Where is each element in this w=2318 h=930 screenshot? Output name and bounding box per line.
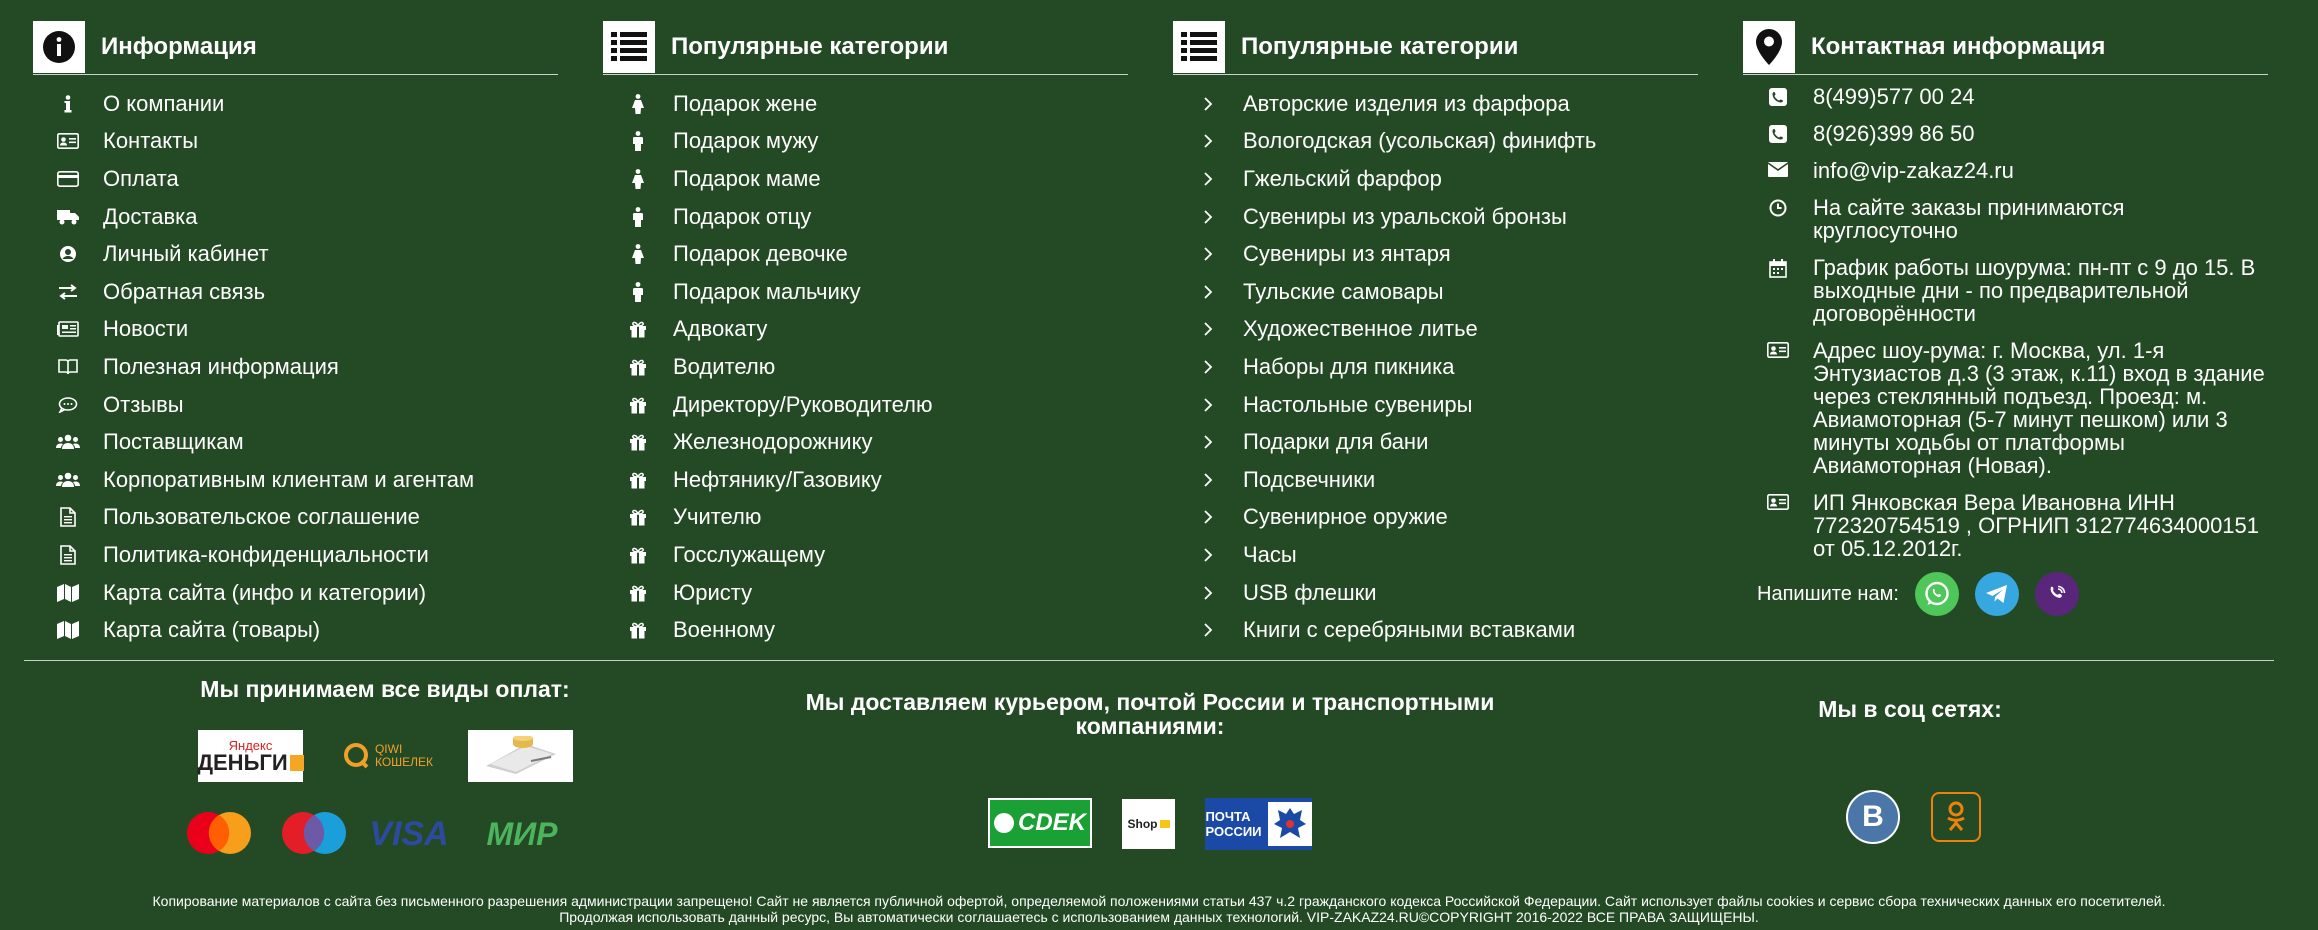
payments-title: Мы принимаем все виды оплат: bbox=[200, 676, 570, 702]
popular-category-item-label: Адвокату bbox=[673, 316, 768, 342]
contact-address bbox=[1743, 339, 2268, 477]
chevron-right-icon bbox=[1173, 510, 1243, 524]
chevron-right-icon bbox=[1173, 97, 1243, 111]
craft-category-item-label: Настольные сувениры bbox=[1243, 391, 1473, 417]
clock-icon bbox=[1743, 196, 1813, 217]
bank-card-icon bbox=[476, 736, 566, 776]
popular-category-item[interactable] bbox=[603, 85, 1128, 123]
contacts-list bbox=[1743, 85, 2268, 560]
craft-category-item-label: Гжельский фарфор bbox=[1243, 165, 1442, 191]
gift-icon bbox=[603, 546, 673, 564]
email-text: info@vip-zakaz24.ru bbox=[1813, 158, 2014, 183]
map-marker-icon bbox=[1743, 21, 1795, 73]
bank-payment-logo bbox=[468, 730, 573, 782]
chevron-right-icon bbox=[1173, 398, 1243, 412]
craft-category-item[interactable] bbox=[1173, 235, 1698, 273]
chevron-right-icon bbox=[1173, 322, 1243, 336]
popular-category-item[interactable] bbox=[603, 198, 1128, 236]
contact-legal bbox=[1743, 491, 2268, 560]
popular-category-item[interactable] bbox=[603, 160, 1128, 198]
id-card-icon bbox=[1743, 339, 1813, 358]
info-link-item[interactable] bbox=[33, 611, 558, 649]
info-link-item[interactable] bbox=[33, 461, 558, 499]
chevron-right-icon bbox=[1173, 172, 1243, 186]
map-icon bbox=[33, 621, 103, 639]
info-link-item[interactable] bbox=[33, 198, 558, 236]
craft-category-item-label: Подсвечники bbox=[1243, 466, 1376, 492]
vk-link[interactable] bbox=[1846, 790, 1900, 844]
write-to-us bbox=[1757, 572, 2268, 616]
popular-category-item[interactable] bbox=[603, 461, 1128, 499]
popular-category-item[interactable] bbox=[603, 235, 1128, 273]
popular-categories-column-2 bbox=[1173, 20, 1698, 649]
users-icon bbox=[33, 434, 103, 450]
address-text: Адрес шоу-рума: г. Москва, ул. 1-я Энтузиастов д.3 (3 этаж, к.11) вход в здание через стеклянный подъезд. Проезд: м. Авиамоторная (5-7 минут пешком) или 3 минуты ходьбы от платформы Авиамоторная (Новая). bbox=[1813, 338, 2265, 478]
popular-category-item-label: Водителю bbox=[673, 353, 776, 379]
info-link-item[interactable] bbox=[33, 386, 558, 424]
info-link-item-label: Пользовательское соглашение bbox=[103, 504, 420, 530]
cdek-logo: CDEK bbox=[988, 798, 1092, 848]
popular-category-item[interactable] bbox=[603, 386, 1128, 424]
yandex-money-logo: Яндекс ДЕНЬГИ bbox=[198, 730, 303, 782]
info-link-item[interactable] bbox=[33, 123, 558, 161]
craft-category-item[interactable] bbox=[1173, 123, 1698, 161]
craft-category-item[interactable] bbox=[1173, 273, 1698, 311]
mastercard-icon bbox=[184, 810, 254, 856]
popular-category-item-label: Юристу bbox=[673, 579, 753, 605]
footer-legal bbox=[0, 893, 2318, 925]
contact-schedule bbox=[1743, 256, 2268, 325]
social-title: Мы в соц сетях: bbox=[1818, 696, 2002, 722]
popular-category-item-label: Подарок мужу bbox=[673, 128, 819, 154]
list-icon bbox=[603, 21, 655, 73]
popular-header-1 bbox=[603, 20, 1128, 75]
info-link-item-label: Корпоративным клиентам и агентам bbox=[103, 466, 475, 492]
odnoklassniki-link[interactable] bbox=[1931, 792, 1981, 842]
popular-list-1 bbox=[603, 85, 1128, 649]
popular-title-1: Популярные категории bbox=[671, 33, 949, 60]
document-icon bbox=[33, 545, 103, 565]
info-link-item[interactable] bbox=[33, 235, 558, 273]
craft-category-item[interactable] bbox=[1173, 348, 1698, 386]
popular-category-item[interactable] bbox=[603, 499, 1128, 537]
maestro-icon bbox=[279, 810, 349, 856]
craft-category-item[interactable] bbox=[1173, 574, 1698, 612]
contact-hours bbox=[1743, 196, 2268, 242]
document-icon bbox=[33, 507, 103, 527]
footer-divider bbox=[24, 660, 2274, 661]
gift-icon bbox=[603, 471, 673, 489]
chevron-right-icon bbox=[1173, 360, 1243, 374]
female-icon bbox=[603, 244, 673, 264]
newspaper-icon bbox=[33, 321, 103, 337]
chevron-right-icon bbox=[1173, 623, 1243, 637]
map-icon bbox=[33, 584, 103, 602]
gift-icon bbox=[603, 358, 673, 376]
info-link-item-label: Политика-конфиденциальности bbox=[103, 541, 429, 567]
popular-category-item-label: Подарок девочке bbox=[673, 241, 848, 267]
female-icon bbox=[603, 94, 673, 114]
visa-logo: VISA bbox=[369, 814, 449, 853]
maestro-logo bbox=[278, 808, 350, 858]
chevron-right-icon bbox=[1173, 247, 1243, 261]
shop-logistics-logo: Shop bbox=[1122, 799, 1175, 849]
contact-phone-1[interactable] bbox=[1743, 85, 2268, 108]
mir-logo: МИР bbox=[486, 815, 558, 852]
info-link-item[interactable] bbox=[33, 499, 558, 537]
calendar-icon bbox=[1743, 256, 1813, 278]
craft-category-item-label: Книги с серебряными вставками bbox=[1243, 617, 1576, 643]
odnoklassniki-icon bbox=[1944, 801, 1968, 833]
contacts-column bbox=[1743, 20, 2268, 616]
craft-category-item[interactable] bbox=[1173, 311, 1698, 349]
viber-button[interactable] bbox=[2035, 572, 2079, 616]
craft-category-item[interactable] bbox=[1173, 611, 1698, 649]
gift-icon bbox=[603, 320, 673, 338]
craft-category-item-label: Сувениры из янтаря bbox=[1243, 241, 1451, 267]
info-circle-icon bbox=[33, 21, 85, 73]
craft-category-item-label: Вологодская (усольская) финифть bbox=[1243, 128, 1597, 154]
popular-category-item[interactable] bbox=[603, 611, 1128, 649]
popular-category-item-label: Учителю bbox=[673, 504, 762, 530]
id-card-icon bbox=[33, 133, 103, 149]
info-link-item[interactable] bbox=[33, 160, 558, 198]
info-column bbox=[33, 20, 558, 649]
eagle-emblem-icon bbox=[1268, 802, 1312, 846]
craft-category-item[interactable] bbox=[1173, 461, 1698, 499]
popular-category-item[interactable] bbox=[603, 123, 1128, 161]
craft-category-item[interactable] bbox=[1173, 499, 1698, 537]
phone-icon bbox=[1743, 85, 1813, 106]
exchange-icon bbox=[33, 284, 103, 300]
whatsapp-icon bbox=[1923, 580, 1951, 608]
craft-category-item[interactable] bbox=[1173, 85, 1698, 123]
info-link-item[interactable] bbox=[33, 574, 558, 612]
craft-category-item-label: Художественное литье bbox=[1243, 316, 1478, 342]
popular-category-item[interactable] bbox=[603, 574, 1128, 612]
craft-category-item[interactable] bbox=[1173, 423, 1698, 461]
gift-icon bbox=[603, 433, 673, 451]
telegram-button[interactable] bbox=[1975, 572, 2019, 616]
info-link-item-label: Обратная связь bbox=[103, 278, 266, 304]
schedule-text: График работы шоурума: пн-пт с 9 до 15. В выходные дни - по предварительной договорённости bbox=[1813, 255, 2256, 326]
info-link-item-label: О компании bbox=[103, 90, 225, 116]
phone-2-text: 8(926)399 86 50 bbox=[1813, 121, 1975, 146]
phone-1-text: 8(499)577 00 24 bbox=[1813, 84, 1975, 109]
gift-icon bbox=[603, 508, 673, 526]
craft-category-item-label: Сувенирное оружие bbox=[1243, 504, 1448, 530]
footer-line-1: Копирование материалов с сайта без письменного разрешения администрации запрещено! Сайт не является публичной офертой, определяемой положениями статьи 437 ч.2 гражданского кодекса Российской Федерации. Сайт использует файлы cookies и сервис сбора технических данных его посетителей. bbox=[152, 893, 2166, 909]
envelope-icon bbox=[1743, 159, 1813, 177]
craft-category-item-label: Сувениры из уральской бронзы bbox=[1243, 203, 1567, 229]
popular-category-item-label: Железнодорожнику bbox=[673, 429, 873, 455]
info-link-item[interactable] bbox=[33, 273, 558, 311]
truck-icon bbox=[33, 209, 103, 225]
info-header bbox=[33, 20, 558, 75]
info-icon bbox=[33, 95, 103, 113]
craft-category-item-label: Часы bbox=[1243, 541, 1297, 567]
chevron-right-icon bbox=[1173, 473, 1243, 487]
credit-card-icon bbox=[33, 171, 103, 187]
contact-phone-2[interactable] bbox=[1743, 122, 2268, 145]
craft-category-item-label: Авторские изделия из фарфора bbox=[1243, 90, 1570, 116]
info-link-item-label: Отзывы bbox=[103, 391, 184, 417]
gift-icon bbox=[603, 584, 673, 602]
craft-category-item-label: Наборы для пикника bbox=[1243, 353, 1455, 379]
chevron-right-icon bbox=[1173, 548, 1243, 562]
popular-category-item-label: Военному bbox=[673, 617, 776, 643]
info-link-item-label: Карта сайта (товары) bbox=[103, 617, 321, 643]
footer-line-2: Продолжая использовать данный ресурс, Вы автоматически соглашаетесь с использованием данных технологий. VIP-ZAKAZ24.RU©COPYRIGHT 2016-2022 ВСЕ ПРАВА ЗАЩИЩЕНЫ. bbox=[559, 909, 1759, 925]
info-link-item[interactable] bbox=[33, 423, 558, 461]
craft-category-item[interactable] bbox=[1173, 536, 1698, 574]
info-link-item-label: Полезная информация bbox=[103, 353, 339, 379]
qiwi-icon bbox=[343, 742, 371, 770]
craft-category-item-label: Подарки для бани bbox=[1243, 429, 1429, 455]
book-icon bbox=[33, 359, 103, 375]
info-link-item[interactable] bbox=[33, 85, 558, 123]
female-icon bbox=[603, 169, 673, 189]
info-link-item-label: Оплата bbox=[103, 165, 179, 191]
info-link-item-label: Карта сайта (инфо и категории) bbox=[103, 579, 427, 605]
info-link-item[interactable] bbox=[33, 348, 558, 386]
viber-icon bbox=[2044, 581, 2070, 607]
info-link-item-label: Личный кабинет bbox=[103, 241, 269, 267]
contacts-title: Контактная информация bbox=[1811, 33, 2106, 60]
popular-category-item-label: Подарок маме bbox=[673, 165, 821, 191]
chevron-right-icon bbox=[1173, 134, 1243, 148]
info-link-item[interactable] bbox=[33, 311, 558, 349]
write-label: Напишите нам: bbox=[1757, 582, 1899, 605]
info-link-item-label: Контакты bbox=[103, 128, 199, 154]
qiwi-wallet-logo: QIWI КОШЕЛЕК bbox=[333, 735, 443, 777]
popular-category-item[interactable] bbox=[603, 423, 1128, 461]
delivery-title: Мы доставляем курьером, почтой России и транспортными компаниями: bbox=[805, 689, 1495, 739]
popular-category-item-label: Подарок отцу bbox=[673, 203, 812, 229]
popular-category-item-label: Нефтянику/Газовику bbox=[673, 466, 882, 492]
male-icon bbox=[603, 131, 673, 151]
whatsapp-button[interactable] bbox=[1915, 572, 1959, 616]
popular-category-item-label: Госслужащему bbox=[673, 541, 826, 567]
gift-icon bbox=[603, 621, 673, 639]
telegram-icon bbox=[1984, 582, 2010, 606]
info-link-item-label: Поставщикам bbox=[103, 429, 244, 455]
chevron-right-icon bbox=[1173, 586, 1243, 600]
id-card-icon bbox=[1743, 491, 1813, 510]
popular-category-item[interactable] bbox=[603, 536, 1128, 574]
info-link-item-label: Новости bbox=[103, 316, 189, 342]
info-link-item[interactable] bbox=[33, 536, 558, 574]
popular-categories-column-1 bbox=[603, 20, 1128, 649]
craft-category-item[interactable] bbox=[1173, 198, 1698, 236]
gift-icon bbox=[603, 396, 673, 414]
popular-category-item[interactable] bbox=[603, 311, 1128, 349]
user-circle-icon bbox=[33, 245, 103, 263]
popular-category-item[interactable] bbox=[603, 273, 1128, 311]
chevron-right-icon bbox=[1173, 210, 1243, 224]
popular-title-2: Популярные категории bbox=[1241, 33, 1519, 60]
info-link-item-label: Доставка bbox=[103, 203, 198, 229]
comment-icon bbox=[33, 397, 103, 413]
popular-category-item[interactable] bbox=[603, 348, 1128, 386]
contact-email[interactable] bbox=[1743, 159, 2268, 182]
chevron-right-icon bbox=[1173, 435, 1243, 449]
mastercard-logo bbox=[183, 808, 255, 858]
vk-icon: В bbox=[1862, 800, 1884, 833]
info-title: Информация bbox=[101, 33, 257, 60]
popular-category-item-label: Директору/Руководителю bbox=[673, 391, 933, 417]
popular-list-2 bbox=[1173, 85, 1698, 649]
chevron-right-icon bbox=[1173, 285, 1243, 299]
users-icon bbox=[33, 472, 103, 488]
craft-category-item-label: Тульские самовары bbox=[1243, 278, 1444, 304]
hours-text: На сайте заказы принимаются круглосуточно bbox=[1813, 195, 2125, 243]
legal-text: ИП Янковская Вера Ивановна ИНН 772320754519 , ОГРНИП 312774634000151 от 05.12.2012г. bbox=[1813, 490, 2260, 561]
popular-category-item-label: Подарок жене bbox=[673, 90, 818, 116]
phone-icon bbox=[1743, 122, 1813, 143]
info-list bbox=[33, 85, 558, 649]
russian-post-logo: ПОЧТА РОССИИ bbox=[1205, 798, 1312, 850]
male-icon bbox=[603, 207, 673, 227]
popular-category-item-label: Подарок мальчику bbox=[673, 278, 861, 304]
male-icon bbox=[603, 282, 673, 302]
list-icon bbox=[1173, 21, 1225, 73]
craft-category-item-label: USB флешки bbox=[1243, 579, 1377, 605]
contacts-header bbox=[1743, 20, 2268, 75]
craft-category-item[interactable] bbox=[1173, 386, 1698, 424]
craft-category-item[interactable] bbox=[1173, 160, 1698, 198]
popular-header-2 bbox=[1173, 20, 1698, 75]
